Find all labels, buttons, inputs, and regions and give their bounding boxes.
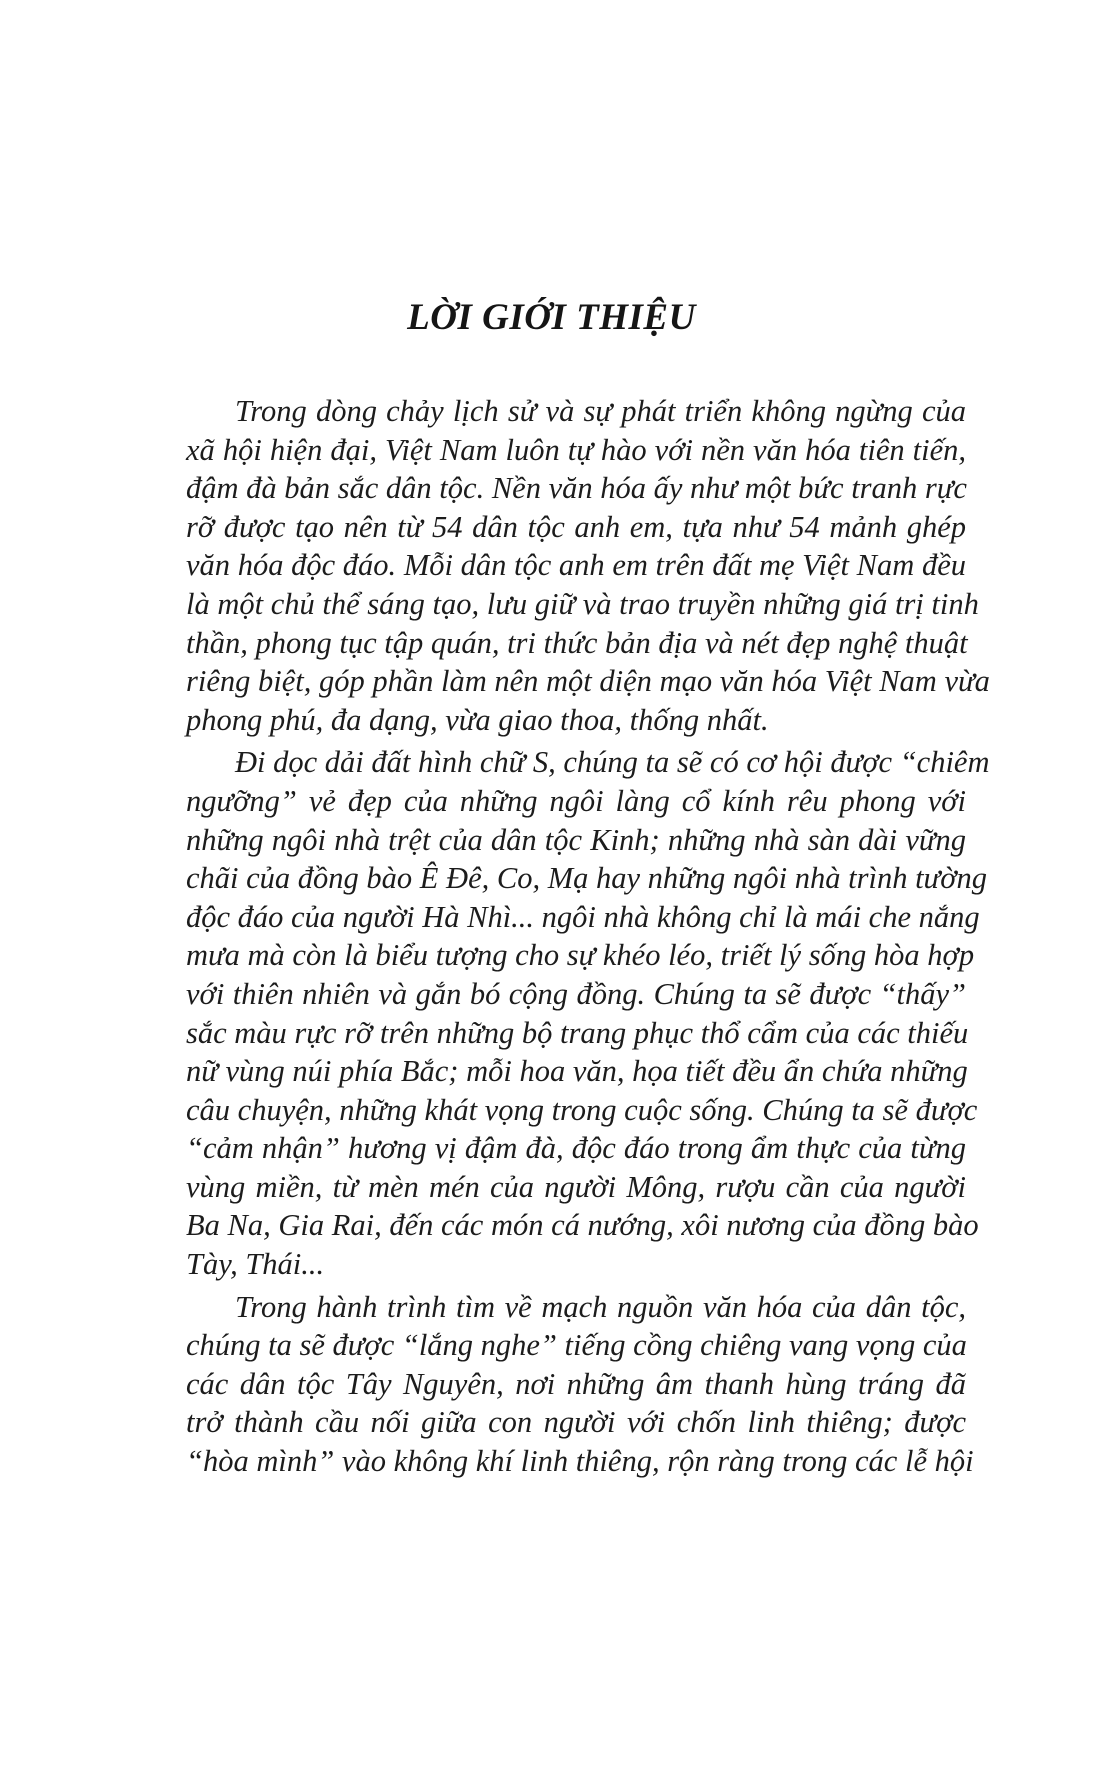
text-line: đậm đà bản sắc dân tộc. Nền văn hóa ấy như một bức tranh rực <box>186 471 967 506</box>
text-line: những ngôi nhà trệt của dân tộc Kinh; những nhà sàn dài vững <box>186 822 966 857</box>
text-line: Đi dọc dải đất hình chữ S, chúng ta sẽ có cơ hội được “chiêm <box>235 745 990 780</box>
text-line: trở thành cầu nối giữa con người với chốn linh thiêng; được <box>186 1405 966 1440</box>
paragraph-2 <box>186 743 990 1283</box>
text-line: phong phú, đa dạng, vừa giao thoa, thống nhất. <box>186 702 769 737</box>
paragraph-3 <box>186 1288 974 1481</box>
paragraph-1 <box>186 392 990 739</box>
text-line: xã hội hiện đại, Việt Nam luôn tự hào với nền văn hóa tiên tiến, <box>186 432 966 467</box>
text-line: là một chủ thể sáng tạo, lưu giữ và trao truyền những giá trị tinh <box>186 586 979 621</box>
text-line: mưa mà còn là biểu tượng cho sự khéo léo, triết lý sống hòa hợp <box>186 938 975 973</box>
text-line: riêng biệt, góp phần làm nên một diện mạo văn hóa Việt Nam vừa <box>186 664 990 699</box>
text-line: sắc màu rực rỡ trên những bộ trang phục thổ cẩm của các thiếu <box>186 1015 969 1050</box>
text-line: chãi của đồng bào Ê Đê, Co, Mạ hay những ngôi nhà trình tường <box>186 861 987 896</box>
text-line: Trong hành trình tìm về mạch nguồn văn hóa của dân tộc, <box>235 1289 966 1324</box>
body-text <box>186 392 990 1485</box>
text-line: văn hóa độc đáo. Mỗi dân tộc anh em trên đất mẹ Việt Nam đều <box>186 548 966 583</box>
text-line: Trong dòng chảy lịch sử và sự phát triển không ngừng của <box>235 394 966 428</box>
text-line: chúng ta sẽ được “lắng nghe” tiếng cồng chiêng vang vọng của <box>186 1328 967 1363</box>
text-line: Tày, Thái... <box>186 1247 325 1282</box>
text-line: Ba Na, Gia Rai, đến các món cá nướng, xôi nương của đồng bào <box>186 1208 979 1243</box>
text-line: rỡ được tạo nên từ 54 dân tộc anh em, tựa như 54 mảnh ghép <box>186 509 966 544</box>
text-line: thần, phong tục tập quán, tri thức bản địa và nét đẹp nghệ thuật <box>186 625 968 660</box>
text-line: “hòa mình” vào không khí linh thiêng, rộn ràng trong các lễ hội <box>186 1444 974 1479</box>
page-title: LỜI GIỚI THIỆU <box>407 297 696 338</box>
text-line: câu chuyện, những khát vọng trong cuộc sống. Chúng ta sẽ được <box>186 1092 978 1127</box>
text-line: vùng miền, từ mèn mén của người Mông, rượu cần của người <box>186 1169 966 1204</box>
text-line: với thiên nhiên và gắn bó cộng đồng. Chúng ta sẽ được “thấy” <box>186 976 966 1011</box>
text-line: các dân tộc Tây Nguyên, nơi những âm thanh hùng tráng đã <box>186 1366 966 1401</box>
text-line: ngưỡng” vẻ đẹp của những ngôi làng cổ kính rêu phong với <box>186 783 966 818</box>
text-line: độc đáo của người Hà Nhì... ngôi nhà không chỉ là mái che nắng <box>186 899 980 934</box>
text-line: “cảm nhận” hương vị đậm đà, độc đáo trong ẩm thực của từng <box>186 1131 966 1166</box>
text-line: nữ vùng núi phía Bắc; mỗi hoa văn, họa tiết đều ẩn chứa những <box>186 1054 968 1089</box>
